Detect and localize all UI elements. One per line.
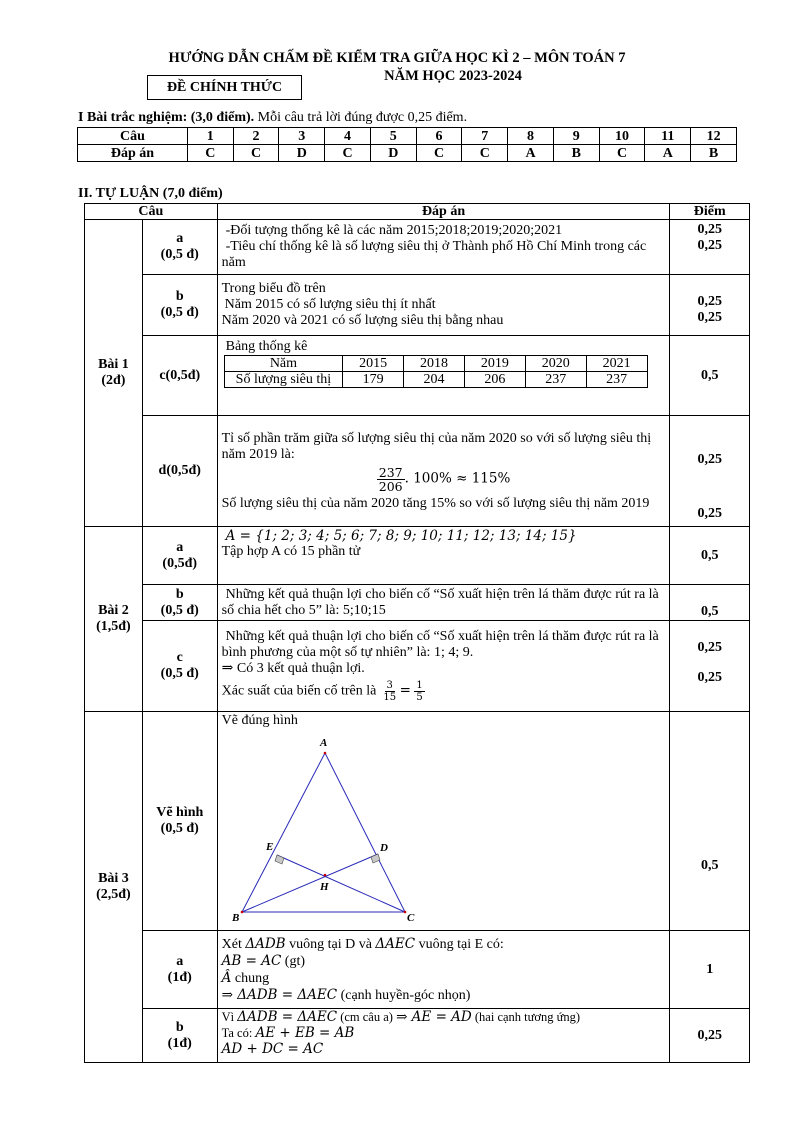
- bai1-c-row: [85, 336, 750, 416]
- sub-label: a: [176, 953, 184, 969]
- score-value: 0,5: [700, 367, 719, 383]
- answer-line: ⇒ Có 3 kết quả thuận lợi.: [221, 661, 365, 676]
- answer-line: Trong biểu đồ trên: [221, 281, 326, 296]
- sub-points: (0,5 đ): [160, 602, 199, 618]
- proof-line: [222, 987, 666, 1004]
- sub-points: (1đ): [167, 1035, 192, 1051]
- bai2-c-answer: [217, 621, 670, 712]
- point-c: [403, 911, 406, 914]
- right-angle-d: [371, 854, 380, 863]
- mc-question: 11: [645, 128, 691, 145]
- part1-heading-rest: Mỗi câu trả lời đúng được 0,25 điểm.: [254, 110, 468, 125]
- score-value: 0,25: [697, 294, 722, 309]
- stat-year-row: [224, 356, 647, 372]
- bai2-a-answer: [217, 527, 670, 585]
- text: chung: [231, 970, 270, 986]
- proof-line: [222, 1025, 666, 1041]
- bai2-a-row: [85, 527, 750, 585]
- mc-answer-row: [78, 145, 737, 162]
- answer-line: Số lượng siêu thị của năm 2020 tăng 15% so với số lượng siêu thị năm 2019: [221, 495, 650, 511]
- sub-label: b: [175, 586, 184, 602]
- math-expr: ΔAEC: [375, 935, 416, 952]
- bai2-points: (1,5đ): [96, 619, 131, 634]
- sub-label: c(0,5đ): [159, 367, 201, 383]
- answer-line: Những kết quả thuận lợi cho biến cố “Số xuất hiện trên lá thăm được rút ra là bình phương của một số tự nhiên” là: 1; 4; 9.: [221, 629, 659, 660]
- bai3-draw-score: [670, 712, 750, 931]
- proof-line: [222, 1041, 666, 1058]
- mc-question: 8: [508, 128, 554, 145]
- col-question-header: Câu: [85, 204, 218, 220]
- bai2-a-score: [670, 527, 750, 585]
- bai1-a-answer: [217, 220, 670, 275]
- vertex-label: H: [319, 881, 329, 893]
- text: (cm câu a): [337, 1010, 397, 1024]
- right-angle-e: [275, 855, 284, 864]
- bai1-c-label-cell: [142, 336, 217, 416]
- col-answer-header: Đáp án: [217, 204, 670, 220]
- text: (cạnh huyền-góc nhọn): [337, 987, 471, 1003]
- math-expr: ΔADB: [245, 935, 286, 952]
- score-value: 0,25: [697, 452, 722, 467]
- answer-line: -Tiêu chí thống kê là số lượng siêu thị ở Thành phố Hồ Chí Minh trong các năm: [221, 239, 647, 270]
- bai2-a-label-cell: [142, 527, 217, 585]
- bai2-label-cell: [85, 527, 143, 712]
- answer-line: Những kết quả thuận lợi cho biến cố “Số xuất hiện trên lá thăm được rút ra là số chia hết cho 5” là: 5;10;15: [221, 586, 659, 618]
- bai2-label: Bài 2: [98, 603, 129, 618]
- answer-line: -Đối tượng thống kê là các năm 2015;2018;2019;2020;2021: [225, 223, 563, 238]
- fraction-numerator: 3: [386, 680, 393, 691]
- math-expr: ⇒ AE = AD: [396, 1009, 472, 1025]
- mc-answer: C: [187, 145, 233, 162]
- vertex-label: B: [231, 912, 239, 924]
- bai2-c-row: [85, 621, 750, 712]
- math-expr: AD + DC = AC: [221, 1041, 324, 1057]
- fraction-denominator: 206: [378, 478, 403, 494]
- formula-rest: . 100% ≈ 115%: [404, 470, 511, 487]
- stat-value: 237: [525, 372, 586, 388]
- bai2-b-row: [85, 585, 750, 621]
- mc-question: 6: [416, 128, 462, 145]
- stat-value: 237: [586, 372, 647, 388]
- equals-sign: =: [399, 682, 411, 699]
- mc-question: 7: [462, 128, 508, 145]
- multiple-choice-table: [77, 127, 737, 162]
- triangle-figure: [222, 729, 432, 925]
- sub-points: (1đ): [167, 969, 192, 985]
- answer-line: Xác suất của biến cố trên là: [221, 683, 377, 699]
- mc-answer: D: [279, 145, 325, 162]
- stat-table-title: Bảng thống kê: [225, 339, 308, 354]
- fraction: [377, 466, 405, 493]
- bai2-b-answer: [217, 585, 670, 621]
- altitude-ce: [277, 855, 405, 912]
- mc-question: 3: [279, 128, 325, 145]
- bai3-draw-answer: [217, 712, 670, 931]
- bai3-label: Bài 3: [98, 871, 129, 886]
- bai3-b-answer: [217, 1009, 670, 1063]
- altitude-bd: [242, 854, 378, 912]
- sub-label: b: [175, 289, 184, 304]
- bai3-b-label-cell: [142, 1009, 217, 1063]
- point-a: [323, 752, 326, 755]
- sub-label: d(0,5đ): [158, 463, 201, 478]
- part1-heading-bold: I Bài trắc nghiệm: (3,0 điểm).: [78, 110, 255, 125]
- bai3-draw-row: [85, 712, 750, 931]
- stat-year: 2021: [586, 356, 647, 372]
- stat-year: 2020: [525, 356, 586, 372]
- bai3-draw-label-cell: [142, 712, 217, 931]
- mc-answer: C: [462, 145, 508, 162]
- sub-points: (0,5 đ): [160, 305, 199, 320]
- text: Vì: [221, 1010, 238, 1024]
- math-expr: Â: [221, 969, 232, 986]
- stat-value: 204: [404, 372, 465, 388]
- point-b: [240, 911, 243, 914]
- probability-line: [222, 680, 666, 703]
- vertex-label: C: [406, 912, 414, 924]
- bai1-c-answer: [217, 336, 670, 416]
- bai2-c-label-cell: [142, 621, 217, 712]
- bai3-a-score: [670, 931, 750, 1009]
- stat-year: 2015: [343, 356, 404, 372]
- bai1-c-score: [670, 336, 750, 416]
- answer-line: Tỉ số phần trăm giữa số lượng siêu thị của năm 2020 so với số lượng siêu thị năm 2019 là:: [221, 430, 652, 462]
- proof-line: [222, 953, 666, 970]
- math-expr: ΔADB = ΔAEC: [237, 1009, 338, 1025]
- bai2-b-score: [670, 585, 750, 621]
- text: (gt): [281, 953, 305, 969]
- bai1-d-score: [670, 416, 750, 527]
- bai3-b-row: [85, 1009, 750, 1063]
- stat-header-label: Năm: [224, 356, 343, 372]
- bai1-b-answer: [217, 275, 670, 336]
- text: vuông tại E có:: [415, 936, 504, 952]
- mc-question: 12: [691, 128, 737, 145]
- mc-question: 9: [553, 128, 599, 145]
- bai1-label-cell: [85, 220, 143, 527]
- doc-title: HƯỚNG DẪN CHẤM ĐỀ KIỂM TRA GIỮA HỌC KÌ 2 – MÔN TOÁN 7: [168, 50, 626, 66]
- mc-answer: C: [416, 145, 462, 162]
- bai1-points: (2đ): [101, 373, 126, 388]
- answer-line: Năm 2015 có số lượng siêu thị ít nhất: [224, 297, 436, 312]
- mc-answer: C: [233, 145, 279, 162]
- fraction-denominator: 5: [416, 692, 423, 703]
- sub-points: (0,5 đ): [160, 247, 199, 262]
- mc-answer: D: [370, 145, 416, 162]
- text: Xét: [221, 936, 246, 952]
- mc-answer: C: [599, 145, 645, 162]
- proof-line: [222, 1009, 666, 1025]
- vertex-label: D: [379, 842, 388, 854]
- answer-line: Năm 2020 và 2021 có số lượng siêu thị bằng nhau: [221, 313, 504, 328]
- mc-answer: C: [325, 145, 371, 162]
- mc-answer: A: [645, 145, 691, 162]
- math-expr: AB = AC: [221, 952, 282, 969]
- fraction-denominator: 15: [383, 692, 397, 703]
- sub-label: c: [176, 650, 183, 665]
- mc-question: 4: [325, 128, 371, 145]
- score-value: 0,25: [697, 238, 722, 253]
- bai1-label: Bài 1: [98, 357, 129, 372]
- bai1-a-label-cell: [142, 220, 217, 275]
- stat-value: 179: [343, 372, 404, 388]
- score-value: 0,25: [697, 1027, 722, 1043]
- fraction: [414, 680, 424, 703]
- stat-year: 2019: [464, 356, 525, 372]
- score-value: 0,25: [697, 310, 722, 325]
- sub-points: (0,5 đ): [160, 666, 199, 681]
- text: vuông tại D và: [285, 936, 376, 952]
- mc-answer: B: [691, 145, 737, 162]
- mc-question: 5: [370, 128, 416, 145]
- essay-header-row: [85, 204, 750, 220]
- statistics-table: [224, 355, 648, 388]
- bai1-a-score: [670, 220, 750, 275]
- side-ab: [242, 753, 325, 912]
- fraction-numerator: 1: [416, 680, 423, 691]
- proof-line: [222, 936, 666, 953]
- sub-label: Vẽ hình: [156, 805, 204, 820]
- fraction: [383, 680, 396, 703]
- bai3-a-answer: [217, 931, 670, 1009]
- score-value: 0,5: [700, 858, 719, 873]
- stat-year: 2018: [404, 356, 465, 372]
- sub-points: (0,5 đ): [160, 821, 199, 836]
- score-value: 0,25: [697, 222, 722, 237]
- mc-question: 1: [187, 128, 233, 145]
- essay-grading-table: [84, 203, 750, 1063]
- stat-row-label: Số lượng siêu thị: [224, 372, 343, 388]
- vertex-label: A: [319, 737, 327, 749]
- mc-question: 2: [233, 128, 279, 145]
- bai1-d-label-cell: [142, 416, 217, 527]
- set-definition: A = {1; 2; 3; 4; 5; 6; 7; 8; 9; 10; 11; 12; 13; 14; 15}: [225, 528, 577, 544]
- bai3-a-row: [85, 931, 750, 1009]
- point-h: [323, 874, 326, 877]
- bai1-b-score: [670, 275, 750, 336]
- sub-label: a: [176, 539, 184, 555]
- bai1-b-row: [85, 275, 750, 336]
- stat-value: 206: [464, 372, 525, 388]
- sub-points: (0,5đ): [162, 555, 198, 571]
- sub-label: a: [176, 231, 184, 246]
- bai1-b-label-cell: [142, 275, 217, 336]
- part2-heading: II. TỰ LUẬN (7,0 điểm): [78, 186, 223, 201]
- bai2-b-label-cell: [142, 585, 217, 621]
- stat-value-row: [224, 372, 647, 388]
- school-year: NĂM HỌC 2023-2024: [384, 68, 522, 84]
- text: Ta có:: [221, 1026, 256, 1040]
- score-value: 1: [706, 961, 714, 977]
- mc-answer: A: [508, 145, 554, 162]
- text: (hai cạnh tương ứng): [471, 1010, 581, 1024]
- mc-question-label: Câu: [78, 128, 188, 145]
- score-value: 0,5: [700, 604, 719, 619]
- bai3-points: (2,5đ): [96, 887, 131, 902]
- answer-line: Tập hợp A có 15 phần tử: [221, 544, 361, 559]
- part1-heading: [78, 110, 467, 126]
- score-value: 0,5: [700, 547, 719, 563]
- math-expr: ⇒ ΔADB = ΔAEC: [221, 986, 338, 1003]
- bai1-a-row: [85, 220, 750, 275]
- bai1-d-row: [85, 416, 750, 527]
- bai1-d-answer: [217, 416, 670, 527]
- fraction-numerator: 237: [378, 464, 403, 480]
- vertex-label: E: [265, 841, 273, 853]
- draw-caption: Vẽ đúng hình: [221, 713, 298, 728]
- score-value: 0,25: [697, 506, 722, 521]
- mc-answer-label: Đáp án: [78, 145, 188, 162]
- official-label: ĐỀ CHÍNH THỨC: [147, 75, 302, 100]
- mc-question: 10: [599, 128, 645, 145]
- proof-line: [222, 970, 666, 987]
- bai3-b-score: [670, 1009, 750, 1063]
- bai3-label-cell: [85, 712, 143, 1063]
- percent-formula: [222, 466, 666, 493]
- score-value: 0,25: [697, 670, 722, 685]
- sub-label: b: [175, 1019, 184, 1035]
- side-ac: [325, 753, 405, 912]
- bai3-a-label-cell: [142, 931, 217, 1009]
- bai2-c-score: [670, 621, 750, 712]
- mc-answer: B: [553, 145, 599, 162]
- score-value: 0,25: [697, 640, 722, 655]
- col-score-header: Điểm: [670, 204, 750, 220]
- math-expr: AE + EB = AB: [255, 1025, 355, 1041]
- mc-question-row: [78, 128, 737, 145]
